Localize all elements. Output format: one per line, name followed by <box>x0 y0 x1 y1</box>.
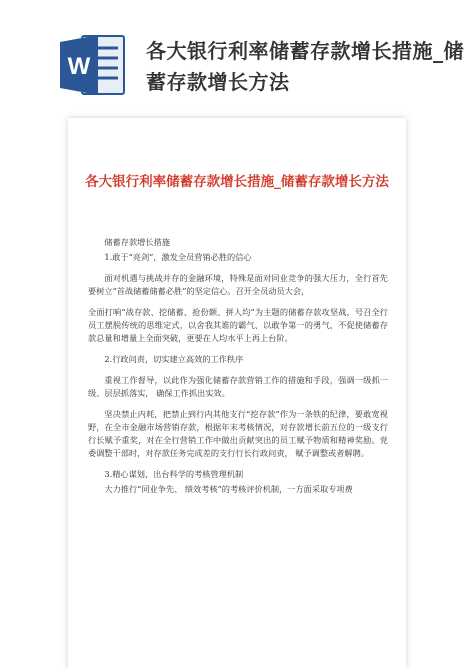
paragraph: 面对机遇与挑战并存的金融环境，特殊是面对同业竞争的强大压力，全行首先要树立“首战储蓄储蓄必胜”的坚定信心。召开全员动员大会， <box>88 273 388 296</box>
header-banner <box>0 0 474 118</box>
section-heading-3: 3.精心谋划，出台科学的考核管理机制 <box>104 469 244 479</box>
word-document-icon <box>58 30 128 100</box>
document-title: 各大银行利率储蓄存款增长措施_储蓄存款增长方法 <box>85 174 389 190</box>
section-heading-2: 2.行政问责，切实建立高效的工作秩序 <box>104 354 244 364</box>
paragraph: 全面打响“战存款、挖储蓄、抢份额、拼人均”为主题的储蓄存款攻坚战，号召全行员工摆脱传统的思维定式，以舍我其谁的霸气、以敢争第一的勇气，不促使储蓄存款总量和增量上全面突破，更要在人均水平上再上台阶。 <box>88 307 388 343</box>
svg-text:W: W <box>67 53 91 80</box>
paragraph-heading: 储蓄存款增长措施 <box>104 237 170 247</box>
document-body <box>88 236 388 504</box>
section-heading-1: 1.敢于“亮剑”，激发全员营销必胜的信心 <box>104 252 252 262</box>
paragraph: 重视工作督导，以此作为强化储蓄存款营销工作的措施和手段，强调一级抓一级、层层抓落实， 确保工作抓出实效。 <box>88 375 388 398</box>
banner-title: 各大银行利率储蓄存款增长措施_储蓄存款增长方法 <box>146 39 464 94</box>
paragraph: 大力推行“同业争先、 绩效考核”的考核评价机制，一方面采取专项费 <box>104 484 353 494</box>
paragraph: 坚决禁止内耗，把禁止到行内其他支行“挖存款”作为一条铁的纪律，要敢宽视野，在全市金融市场营销存款，根据年末考核情况，对存款增长前五位的一级支行行长赋予重奖，对在全行营销工作中做出贡献突出的员工赋予物质和精神奖励。党委调整干部时，对存款任务完成差的支行行长行政问责， 赋予调整或者解聘。 <box>88 409 388 458</box>
